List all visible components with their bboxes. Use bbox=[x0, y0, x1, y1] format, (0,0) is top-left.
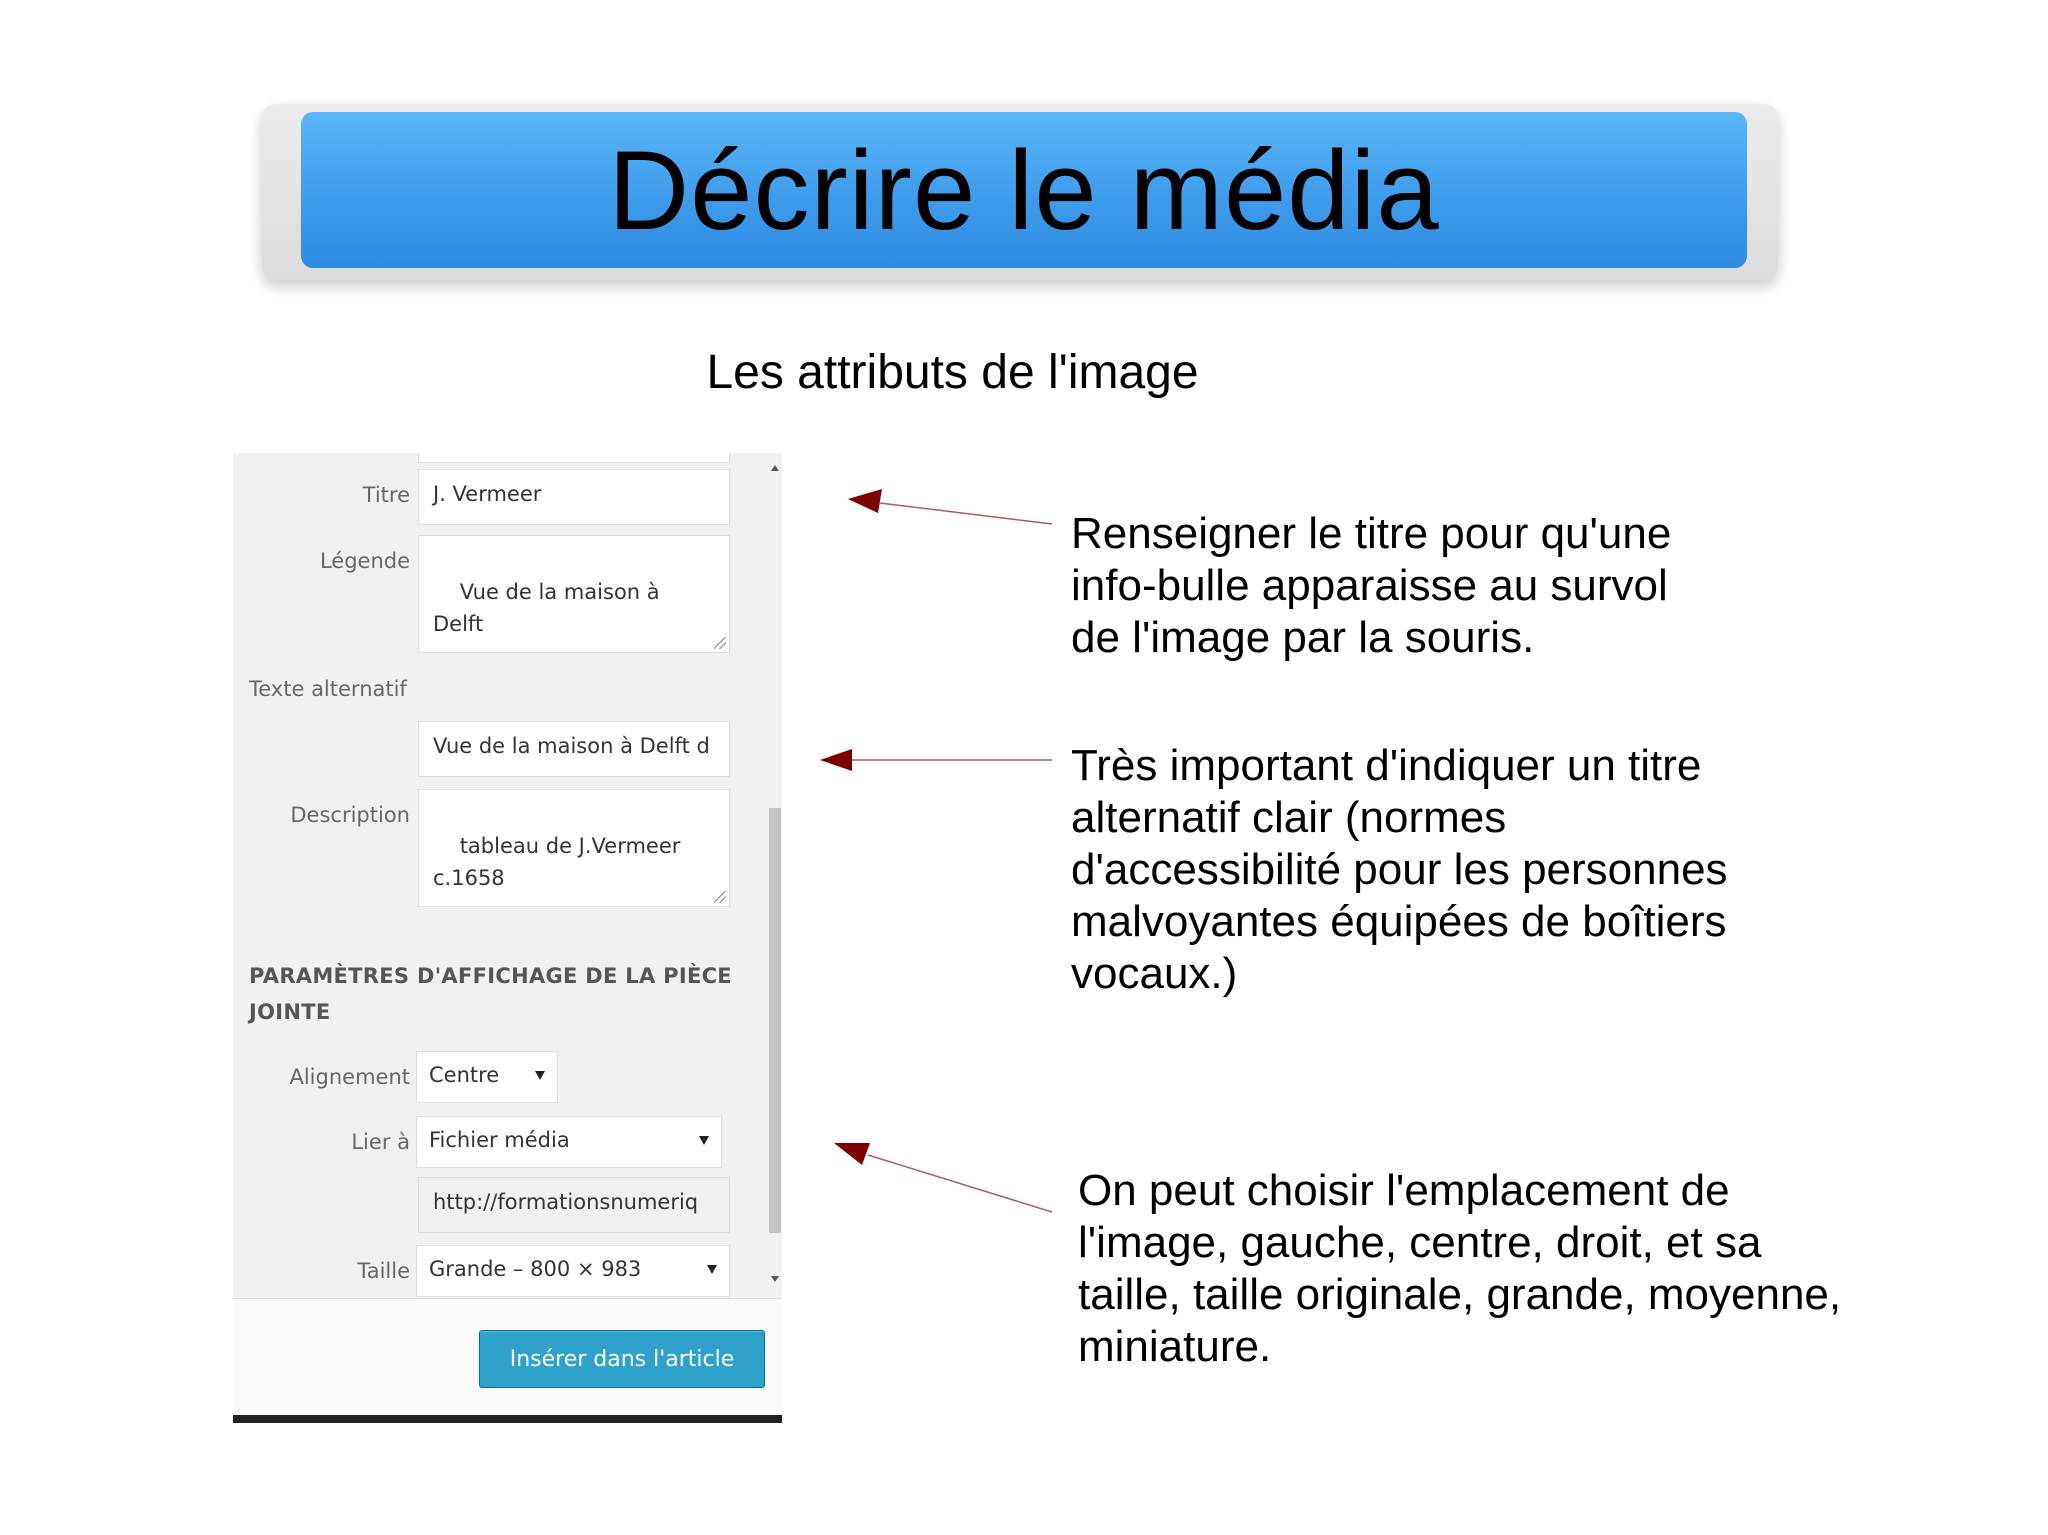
annotation-alt-text: Très important d'indiquer un titre alternatif clair (normes d'accessibilité pour les personnes malvoyantes équipées de boîtiers vocaux.) bbox=[1071, 741, 1728, 998]
title-input[interactable]: J. Vermeer bbox=[418, 469, 730, 525]
insert-into-post-button[interactable]: Insérer dans l'article bbox=[479, 1330, 765, 1388]
description-label: Description bbox=[290, 803, 410, 827]
size-value: Grande – 800 × 983 bbox=[429, 1257, 642, 1281]
arrow-3 bbox=[834, 1143, 1052, 1212]
alt-text-input[interactable]: Vue de la maison à Delft d bbox=[418, 721, 730, 777]
link-to-value: Fichier média bbox=[429, 1128, 570, 1152]
link-to-label: Lier à bbox=[351, 1130, 410, 1154]
title-label: Titre bbox=[362, 483, 410, 507]
alignment-label: Alignement bbox=[289, 1065, 410, 1089]
annotation-alignment-size: On peut choisir l'emplacement de l'image, gauche, centre, droit, et sa taille, taille originale, grande, moyenne, miniature. bbox=[1078, 1166, 1842, 1371]
display-settings-heading: PARAMÈTRES D'AFFICHAGE DE LA PIÈCE JOINTE bbox=[249, 964, 732, 1024]
slide-subtitle: Les attributs de l'image bbox=[706, 346, 1199, 399]
arrow-2 bbox=[820, 749, 1052, 771]
description-text: tableau de J.Vermeer c.1658 bbox=[433, 834, 681, 890]
arrow-1 bbox=[848, 489, 1052, 524]
link-url-input[interactable]: http://formationsnumeriq bbox=[418, 1177, 730, 1233]
slide-title: Décrire le média bbox=[608, 127, 1440, 253]
size-label: Taille bbox=[357, 1259, 410, 1283]
alt-text-label: Texte alternatif bbox=[249, 677, 407, 701]
caption-label: Légende bbox=[319, 549, 410, 573]
alignment-value: Centre bbox=[429, 1063, 500, 1087]
annotation-title-tooltip: Renseigner le titre pour qu'une info-bulle apparaisse au survol de l'image par la souris. bbox=[1071, 509, 1672, 662]
caption-text: Vue de la maison à Delft bbox=[433, 580, 667, 636]
